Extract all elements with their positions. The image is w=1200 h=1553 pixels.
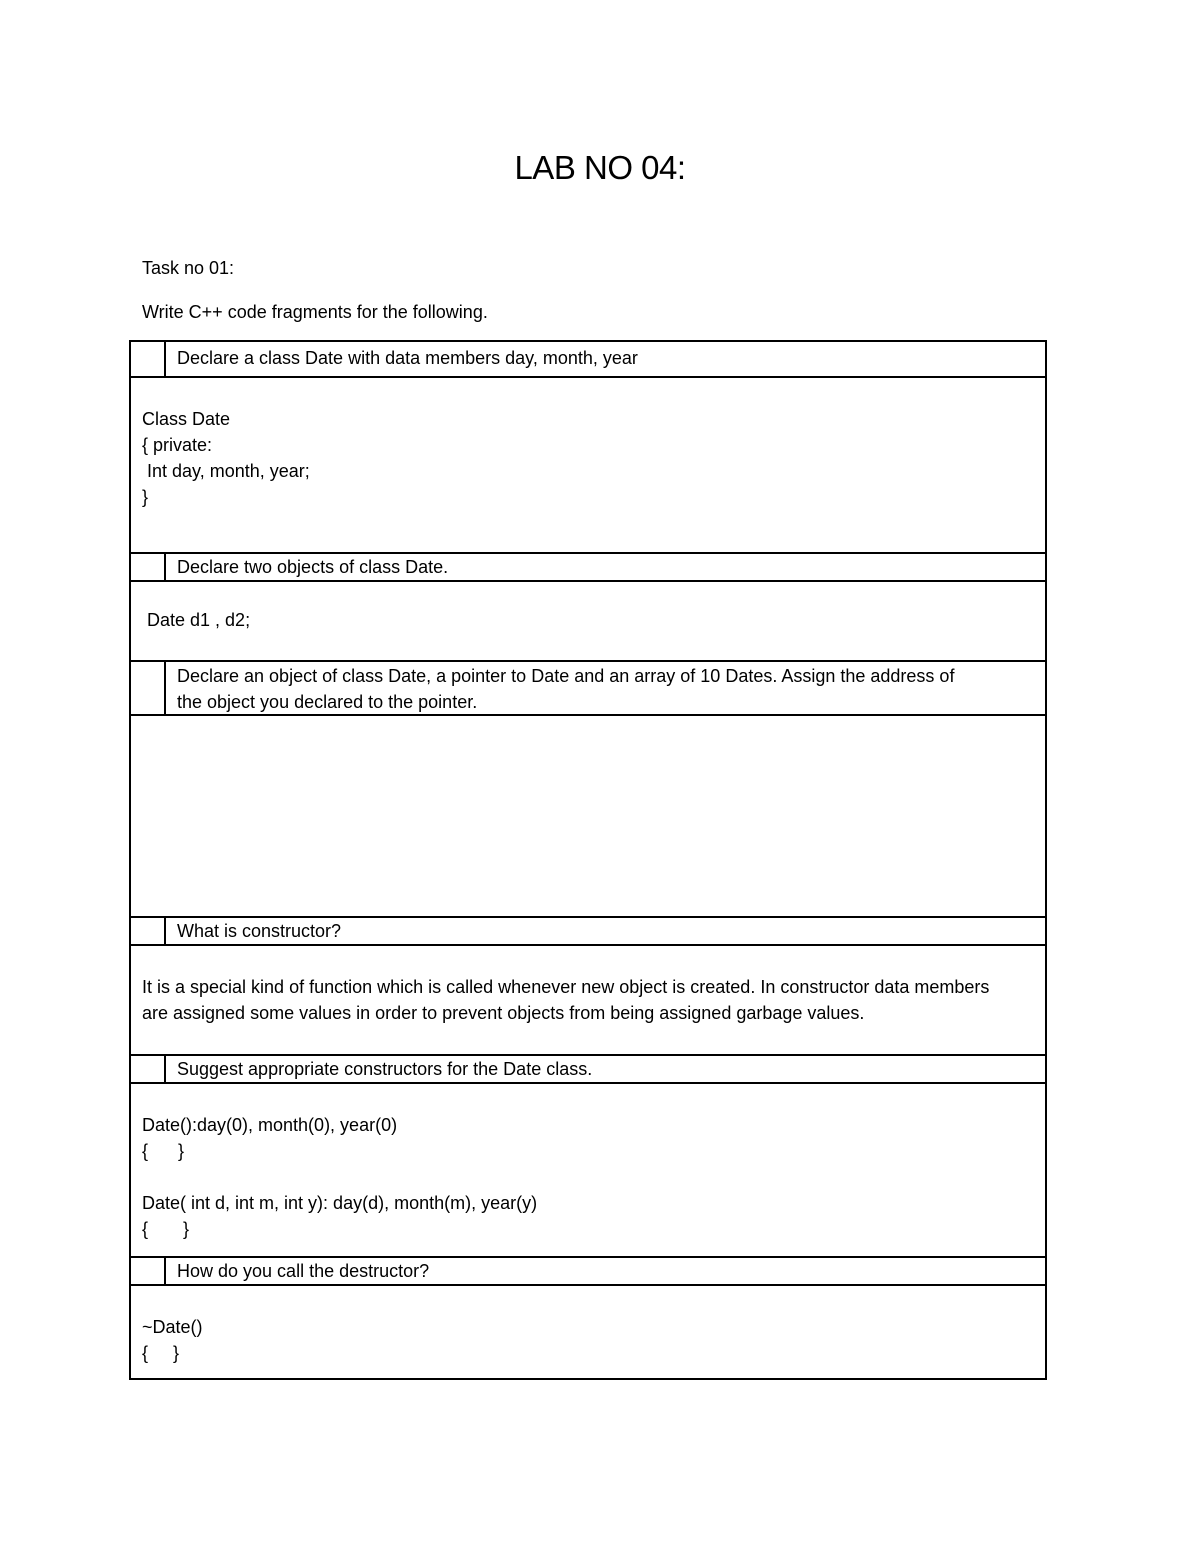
question-row [131, 554, 1045, 582]
answer-line: Date d1 , d2; [142, 610, 251, 630]
answer-line: ~Date() [142, 1317, 203, 1337]
answer-row [131, 582, 1045, 662]
answer-text [142, 406, 1025, 510]
question-row [131, 918, 1045, 946]
answer-text [142, 607, 1025, 633]
answer-line: It is a special kind of function which is called whenever new object is created. In constructor data members are assigned some values in order to prevent objects from being assigned garbage values. [142, 977, 990, 1023]
question-text: What is constructor? [177, 921, 342, 941]
answer-text [142, 974, 1015, 1026]
question-row [131, 1056, 1045, 1084]
answer-line [142, 1164, 1025, 1190]
qa-table [129, 340, 1047, 1380]
question-text: Declare two objects of class Date. [177, 557, 449, 577]
answer-row [131, 378, 1045, 554]
answer-row [131, 946, 1045, 1056]
number-cell [131, 1056, 166, 1082]
page-title: LAB NO 04: [514, 149, 686, 186]
answer-line: Int day, month, year; [142, 461, 310, 481]
answer-line: Class Date [142, 409, 231, 429]
answer-line: { private: [142, 435, 213, 455]
question-row [131, 662, 1045, 716]
answer-line: { } [142, 1343, 180, 1363]
question-text: How do you call the destructor? [177, 1261, 430, 1281]
number-cell [131, 554, 166, 580]
task-label: Task no 01: [142, 258, 235, 278]
answer-row [131, 1286, 1045, 1378]
answer-line: Date():day(0), month(0), year(0) [142, 1115, 398, 1135]
question-row [131, 1258, 1045, 1286]
question-text: Declare an object of class Date, a pointer to Date and an array of 10 Dates. Assign the address of the object you declared to the pointer. [177, 666, 955, 712]
question-text: Declare a class Date with data members day, month, year [177, 348, 638, 368]
answer-text [142, 1112, 1025, 1242]
answer-text [142, 1314, 1025, 1366]
question-row [131, 342, 1045, 378]
question-text: Suggest appropriate constructors for the Date class. [177, 1059, 593, 1079]
number-cell [131, 1258, 166, 1284]
instructions: Write C++ code fragments for the following. [142, 302, 488, 322]
number-cell [131, 662, 166, 714]
number-cell [131, 342, 166, 376]
number-cell [131, 918, 166, 944]
answer-line: { } [142, 1219, 190, 1239]
answer-line: Date( int d, int m, int y): day(d), month(m), year(y) [142, 1193, 538, 1213]
answer-line: } [142, 487, 149, 507]
answer-line: { } [142, 1141, 185, 1161]
answer-row [131, 716, 1045, 918]
answer-row [131, 1084, 1045, 1258]
